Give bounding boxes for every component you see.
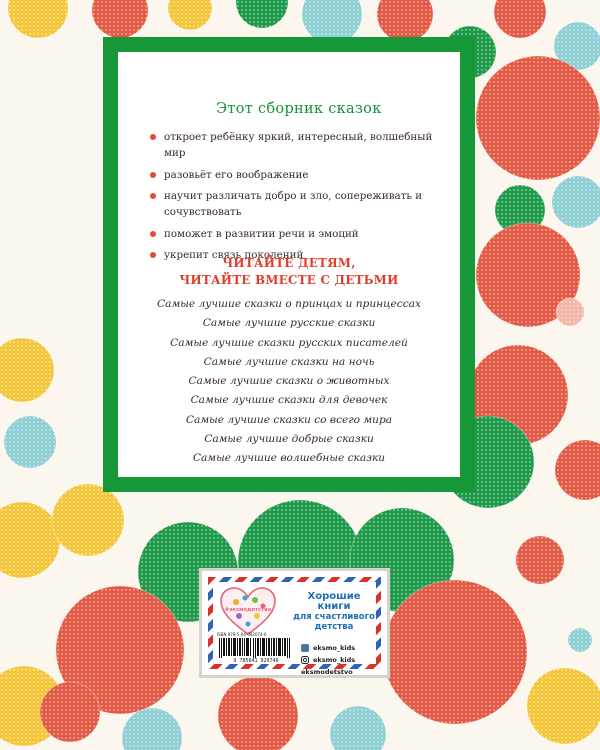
heart-logo-icon <box>219 586 277 636</box>
social-links <box>301 642 355 666</box>
series-title: Самые лучшие добрые сказки <box>204 433 374 446</box>
series-title: Самые лучшие сказки на ночь <box>203 355 375 368</box>
bullet-dot-icon <box>150 193 156 199</box>
vk-icon <box>301 644 309 652</box>
barcode-block <box>217 632 297 664</box>
social-vk[interactable] <box>301 642 355 654</box>
series-title: Самые лучшие сказки о животных <box>188 375 390 388</box>
benefit-text: научит различать добро и зло, сопереживать и сочувствовать <box>164 190 423 218</box>
barcode-icon <box>217 638 295 658</box>
sticker-slogan-line-4: детства <box>314 622 354 632</box>
social-vk-handle: eksmo_kids <box>313 644 356 652</box>
social-ok[interactable] <box>301 654 355 666</box>
content-frame <box>103 37 475 492</box>
sticker-content <box>213 582 376 676</box>
publisher-sticker <box>199 568 390 678</box>
social-instagram-handle: eksmo_kids <box>313 656 356 664</box>
bullet-dot-icon <box>150 231 156 237</box>
series-list <box>118 295 460 469</box>
benefit-text: откроет ребёнку яркий, интересный, волшебный мир <box>164 131 433 159</box>
series-title: Самые лучшие сказки со всего мира <box>185 413 393 426</box>
barcode-digits: 9 785041 920746 <box>233 658 279 664</box>
sticker-slogan-line-3: для счастливого <box>293 612 375 622</box>
series-title: Самые лучшие сказки о принцах и принцессах <box>157 298 421 310</box>
sticker-slogan-line-1: Хорошие <box>307 591 361 602</box>
benefit-item <box>150 167 450 183</box>
slogan-line-1: ЧИТАЙТЕ ДЕТЯМ, <box>222 256 356 270</box>
benefit-text: поможет в развитии речи и эмоций <box>164 227 359 240</box>
read-slogan <box>118 255 460 289</box>
instagram-icon <box>301 656 309 664</box>
benefit-item <box>150 129 450 161</box>
bullet-dot-icon <box>150 172 156 178</box>
series-title: Самые лучшие русские сказки <box>202 317 376 330</box>
benefits-list <box>150 129 450 269</box>
slogan-line-2: ЧИТАЙТЕ ВМЕСТЕ С ДЕТЬМИ <box>179 273 399 287</box>
bullet-dot-icon <box>150 134 156 140</box>
benefit-item <box>150 188 450 220</box>
collection-title: Этот сборник сказок <box>216 101 382 117</box>
hashtag-text: #эксмодетство <box>224 607 272 613</box>
airmail-border <box>208 577 381 676</box>
series-title: Самые лучшие волшебные сказки <box>192 452 386 465</box>
series-title: Самые лучшие сказки для девочек <box>190 394 388 407</box>
sticker-slogan-line-2: книги <box>317 601 351 612</box>
benefit-item <box>150 226 450 242</box>
website-link[interactable]: eksmodetstvo <box>301 668 353 676</box>
benefit-text: укрепит связь поколений <box>164 249 304 261</box>
sticker-slogan <box>293 592 375 632</box>
isbn-text: ISBN 978-5-04-092074-6 <box>217 632 267 637</box>
series-title: Самые лучшие сказки русских писателей <box>170 336 408 349</box>
content-panel <box>118 52 460 477</box>
benefit-text: разовьёт его воображение <box>164 168 309 181</box>
